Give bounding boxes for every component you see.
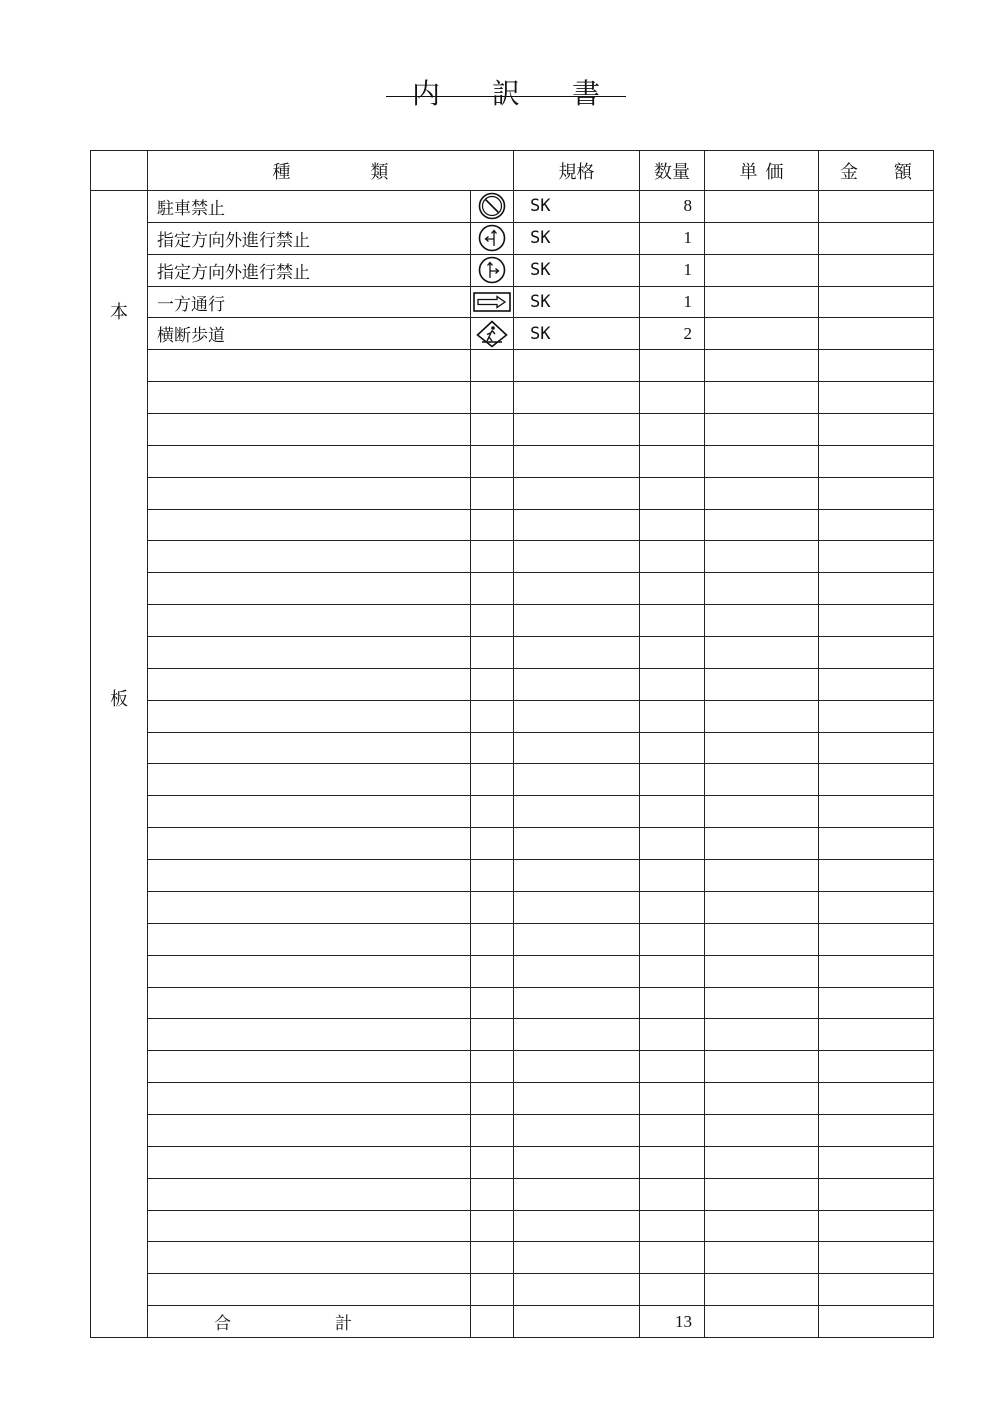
item-unit-price — [705, 1178, 819, 1210]
item-unit-price — [705, 318, 819, 350]
item-unit-price — [705, 668, 819, 700]
item-amount — [819, 1019, 934, 1051]
item-icon-cell — [471, 860, 514, 892]
item-spec: SK — [514, 222, 640, 254]
item-qty — [640, 477, 705, 509]
item-qty — [640, 1178, 705, 1210]
breakdown-table — [90, 150, 934, 1338]
item-spec — [514, 891, 640, 923]
table-row — [91, 605, 934, 637]
item-icon-cell — [471, 891, 514, 923]
item-spec — [514, 828, 640, 860]
title-underline — [386, 96, 626, 97]
item-name — [148, 891, 471, 923]
item-icon-cell — [471, 382, 514, 414]
item-icon-cell — [471, 923, 514, 955]
item-spec: SK — [514, 254, 640, 286]
table-row — [91, 254, 934, 286]
item-amount — [819, 700, 934, 732]
item-icon-cell — [471, 828, 514, 860]
item-amount — [819, 414, 934, 446]
item-spec — [514, 605, 640, 637]
item-spec — [514, 573, 640, 605]
item-qty — [640, 700, 705, 732]
item-icon-cell — [471, 764, 514, 796]
item-unit-price — [705, 700, 819, 732]
item-amount — [819, 1114, 934, 1146]
item-name — [148, 1210, 471, 1242]
table-row — [91, 573, 934, 605]
item-name: 横断歩道 — [148, 318, 471, 350]
item-spec — [514, 477, 640, 509]
item-qty — [640, 732, 705, 764]
table-row — [91, 414, 934, 446]
item-unit-price — [705, 445, 819, 477]
table-row — [91, 222, 934, 254]
header-kind-char: 種 — [272, 161, 291, 183]
item-amount — [819, 860, 934, 892]
item-name — [148, 1274, 471, 1306]
item-unit-price — [705, 254, 819, 286]
item-spec — [514, 1274, 640, 1306]
item-qty — [640, 764, 705, 796]
table-row — [91, 318, 934, 350]
table-row — [91, 477, 934, 509]
item-name — [148, 414, 471, 446]
item-name — [148, 700, 471, 732]
item-spec — [514, 350, 640, 382]
item-amount — [819, 318, 934, 350]
item-qty: 1 — [640, 222, 705, 254]
item-name — [148, 1019, 471, 1051]
item-qty — [640, 350, 705, 382]
item-amount — [819, 668, 934, 700]
item-unit-price — [705, 1019, 819, 1051]
item-spec — [514, 732, 640, 764]
table-row — [91, 764, 934, 796]
item-spec — [514, 1083, 640, 1115]
table-row — [91, 923, 934, 955]
item-icon-cell — [471, 414, 514, 446]
header-kind-char: 類 — [370, 161, 389, 183]
item-amount — [819, 987, 934, 1019]
item-name — [148, 796, 471, 828]
table-row — [91, 860, 934, 892]
item-unit-price — [705, 1274, 819, 1306]
item-amount — [819, 923, 934, 955]
item-icon-cell — [471, 254, 514, 286]
item-icon-cell — [471, 191, 514, 223]
item-icon-cell — [471, 286, 514, 318]
item-name — [148, 1242, 471, 1274]
item-spec — [514, 1242, 640, 1274]
item-unit-price — [705, 605, 819, 637]
item-amount — [819, 1274, 934, 1306]
table-row — [91, 796, 934, 828]
item-spec — [514, 923, 640, 955]
item-unit-price — [705, 350, 819, 382]
item-icon-cell — [471, 1114, 514, 1146]
item-spec — [514, 987, 640, 1019]
header-amount — [819, 151, 934, 191]
item-unit-price — [705, 732, 819, 764]
item-name — [148, 668, 471, 700]
item-name — [148, 637, 471, 669]
item-qty — [640, 1051, 705, 1083]
header-amount-char: 金 — [840, 161, 858, 183]
item-icon-cell — [471, 1146, 514, 1178]
pedestrian-crossing-sign-icon — [471, 320, 513, 348]
item-icon-cell — [471, 1083, 514, 1115]
item-unit-price — [705, 382, 819, 414]
item-spec — [514, 955, 640, 987]
item-qty — [640, 1242, 705, 1274]
item-name — [148, 764, 471, 796]
side-label-cell — [91, 191, 148, 1338]
total-label-char: 計 — [335, 1314, 352, 1335]
item-unit-price — [705, 1306, 819, 1338]
item-amount — [819, 1242, 934, 1274]
item-icon-cell — [471, 1051, 514, 1083]
item-amount — [819, 764, 934, 796]
item-unit-price — [705, 541, 819, 573]
item-amount — [819, 350, 934, 382]
header-amount-char: 額 — [894, 161, 912, 183]
item-spec — [514, 1114, 640, 1146]
item-spec — [514, 637, 640, 669]
title-char: 書 — [571, 77, 600, 110]
item-qty — [640, 445, 705, 477]
left-turn-straight-sign-icon — [471, 224, 513, 252]
item-name: 指定方向外進行禁止 — [148, 254, 471, 286]
item-icon-cell — [471, 732, 514, 764]
item-unit-price — [705, 955, 819, 987]
item-spec: SK — [514, 191, 640, 223]
item-spec — [514, 445, 640, 477]
table-row — [91, 541, 934, 573]
item-unit-price — [705, 1083, 819, 1115]
item-qty — [640, 860, 705, 892]
item-name — [148, 1083, 471, 1115]
item-name — [148, 477, 471, 509]
item-qty — [640, 1083, 705, 1115]
item-unit-price — [705, 222, 819, 254]
item-icon-cell — [471, 796, 514, 828]
table-row — [91, 891, 934, 923]
item-amount — [819, 509, 934, 541]
item-qty: 1 — [640, 286, 705, 318]
item-qty: 8 — [640, 191, 705, 223]
item-name — [148, 732, 471, 764]
item-unit-price — [705, 477, 819, 509]
table-row — [91, 1210, 934, 1242]
item-icon-cell — [471, 605, 514, 637]
item-icon-cell — [471, 1306, 514, 1338]
item-spec — [514, 1019, 640, 1051]
table-row — [91, 1019, 934, 1051]
item-amount — [819, 1146, 934, 1178]
item-name — [148, 1178, 471, 1210]
item-qty — [640, 605, 705, 637]
item-unit-price — [705, 1114, 819, 1146]
item-icon-cell — [471, 700, 514, 732]
item-unit-price — [705, 828, 819, 860]
item-spec: SK — [514, 318, 640, 350]
item-icon-cell — [471, 987, 514, 1019]
item-icon-cell — [471, 541, 514, 573]
table-row — [91, 637, 934, 669]
title-char: 内 — [411, 77, 440, 110]
item-amount — [819, 382, 934, 414]
item-qty — [640, 382, 705, 414]
item-unit-price — [705, 796, 819, 828]
item-qty — [640, 828, 705, 860]
item-amount — [819, 1306, 934, 1338]
item-amount — [819, 637, 934, 669]
item-amount — [819, 796, 934, 828]
item-qty — [640, 891, 705, 923]
header-spec: 規格 — [514, 151, 640, 191]
item-name — [148, 605, 471, 637]
item-unit-price — [705, 987, 819, 1019]
item-qty — [640, 1019, 705, 1051]
item-name — [148, 987, 471, 1019]
table-row — [91, 1051, 934, 1083]
item-amount — [819, 254, 934, 286]
table-row — [91, 509, 934, 541]
item-unit-price — [705, 764, 819, 796]
item-amount — [819, 286, 934, 318]
item-unit-price — [705, 637, 819, 669]
item-amount — [819, 222, 934, 254]
item-amount — [819, 191, 934, 223]
item-unit-price — [705, 414, 819, 446]
document-title — [386, 72, 626, 110]
item-name: 駐車禁止 — [148, 191, 471, 223]
item-amount — [819, 445, 934, 477]
table-row — [91, 732, 934, 764]
item-amount — [819, 828, 934, 860]
table-row — [91, 1242, 934, 1274]
item-icon-cell — [471, 1019, 514, 1051]
table-row — [91, 1114, 934, 1146]
item-qty — [640, 987, 705, 1019]
item-amount — [819, 1051, 934, 1083]
header-unit-price-char: 価 — [765, 161, 784, 183]
side-label-bottom: 板 — [110, 689, 128, 711]
item-spec — [514, 414, 640, 446]
item-amount — [819, 955, 934, 987]
item-spec — [514, 1178, 640, 1210]
item-qty — [640, 1274, 705, 1306]
item-qty — [640, 573, 705, 605]
item-amount — [819, 605, 934, 637]
table-row — [91, 1274, 934, 1306]
item-amount — [819, 1083, 934, 1115]
item-qty — [640, 1210, 705, 1242]
item-qty — [640, 637, 705, 669]
item-spec — [514, 1051, 640, 1083]
side-label-top: 本 — [110, 302, 128, 324]
item-amount — [819, 477, 934, 509]
item-icon-cell — [471, 318, 514, 350]
item-icon-cell — [471, 573, 514, 605]
item-amount — [819, 541, 934, 573]
table-row — [91, 987, 934, 1019]
table-row — [91, 286, 934, 318]
item-unit-price — [705, 923, 819, 955]
item-icon-cell — [471, 477, 514, 509]
item-amount — [819, 1178, 934, 1210]
table-row — [91, 1083, 934, 1115]
item-qty — [640, 668, 705, 700]
item-qty — [640, 923, 705, 955]
header-unit-price-char: 単 — [739, 161, 758, 183]
item-name: 一方通行 — [148, 286, 471, 318]
item-unit-price — [705, 509, 819, 541]
header-qty: 数量 — [640, 151, 705, 191]
item-name — [148, 1051, 471, 1083]
item-spec — [514, 1210, 640, 1242]
item-icon-cell — [471, 637, 514, 669]
item-qty — [640, 541, 705, 573]
header-kind — [148, 151, 514, 191]
total-label — [148, 1306, 471, 1338]
item-qty — [640, 796, 705, 828]
item-icon-cell — [471, 350, 514, 382]
table-row — [91, 700, 934, 732]
table-row — [91, 191, 934, 223]
item-unit-price — [705, 860, 819, 892]
item-qty — [640, 414, 705, 446]
item-spec — [514, 1146, 640, 1178]
item-name — [148, 445, 471, 477]
item-unit-price — [705, 1242, 819, 1274]
item-icon-cell — [471, 1242, 514, 1274]
table-row — [91, 350, 934, 382]
item-spec — [514, 700, 640, 732]
table-row — [91, 955, 934, 987]
table-row — [91, 1178, 934, 1210]
no-parking-sign-icon — [471, 192, 513, 220]
item-name — [148, 1146, 471, 1178]
item-qty — [640, 509, 705, 541]
item-name — [148, 350, 471, 382]
total-row — [91, 1306, 934, 1338]
item-icon-cell — [471, 668, 514, 700]
table-row — [91, 828, 934, 860]
item-amount — [819, 732, 934, 764]
item-qty — [640, 1146, 705, 1178]
title-char: 訳 — [491, 77, 520, 110]
header-row — [91, 151, 934, 191]
item-icon-cell — [471, 509, 514, 541]
item-spec — [514, 796, 640, 828]
item-name — [148, 1114, 471, 1146]
item-qty: 1 — [640, 254, 705, 286]
item-icon-cell — [471, 1274, 514, 1306]
header-blank — [91, 151, 148, 191]
item-icon-cell — [471, 955, 514, 987]
item-unit-price — [705, 1146, 819, 1178]
right-turn-straight-sign-icon — [471, 256, 513, 284]
header-unit-price — [705, 151, 819, 191]
item-unit-price — [705, 1210, 819, 1242]
item-qty — [640, 955, 705, 987]
item-spec — [514, 668, 640, 700]
item-icon-cell — [471, 1178, 514, 1210]
item-name — [148, 828, 471, 860]
item-name — [148, 382, 471, 414]
item-name: 指定方向外進行禁止 — [148, 222, 471, 254]
item-icon-cell — [471, 222, 514, 254]
total-label-char: 合 — [214, 1314, 231, 1335]
item-name — [148, 923, 471, 955]
item-icon-cell — [471, 445, 514, 477]
item-amount — [819, 891, 934, 923]
item-amount — [819, 1210, 934, 1242]
item-name — [148, 541, 471, 573]
total-qty: 13 — [640, 1306, 705, 1338]
table-row — [91, 445, 934, 477]
item-icon-cell — [471, 1210, 514, 1242]
item-spec — [514, 764, 640, 796]
item-amount — [819, 573, 934, 605]
item-spec — [514, 509, 640, 541]
table-row — [91, 668, 934, 700]
item-spec — [514, 541, 640, 573]
table-row — [91, 382, 934, 414]
item-spec — [514, 382, 640, 414]
item-unit-price — [705, 191, 819, 223]
item-unit-price — [705, 286, 819, 318]
item-name — [148, 573, 471, 605]
item-spec — [514, 860, 640, 892]
item-spec: SK — [514, 286, 640, 318]
item-name — [148, 955, 471, 987]
item-name — [148, 509, 471, 541]
one-way-arrow-sign-icon — [471, 291, 513, 313]
item-name — [148, 860, 471, 892]
item-qty: 2 — [640, 318, 705, 350]
item-unit-price — [705, 1051, 819, 1083]
table-row — [91, 1146, 934, 1178]
item-unit-price — [705, 891, 819, 923]
item-spec — [514, 1306, 640, 1338]
item-qty — [640, 1114, 705, 1146]
item-unit-price — [705, 573, 819, 605]
